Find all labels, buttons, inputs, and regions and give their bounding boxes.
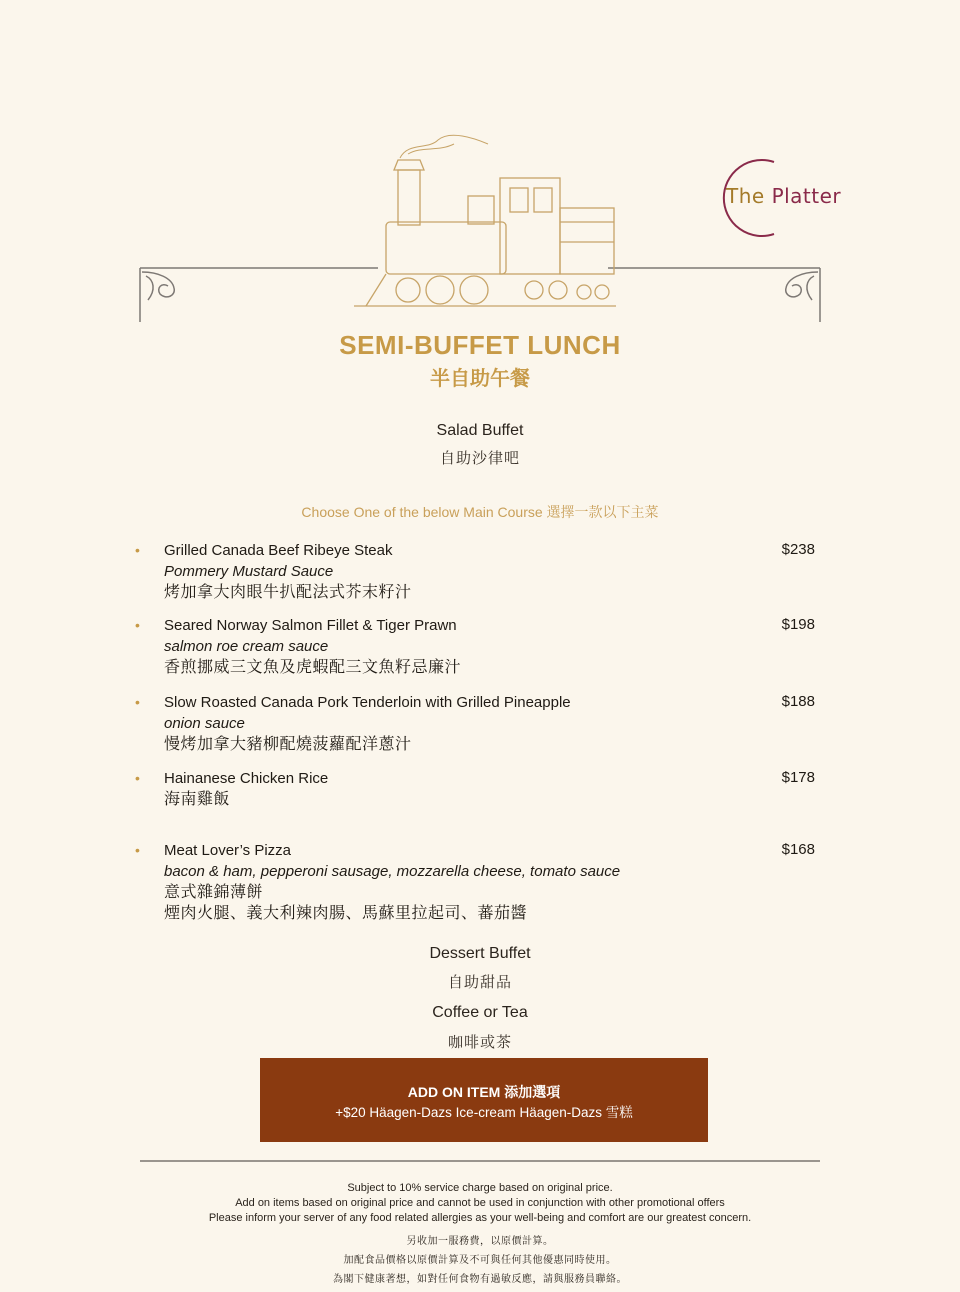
footer-note-zh: 為閣下健康著想，如對任何食物有過敏反應，請與服務員聯絡。 bbox=[333, 1274, 627, 1285]
dessert-buffet-label-zh: 自助甜品 bbox=[447, 974, 512, 991]
coffee-tea-label-zh: 咖啡或茶 bbox=[447, 1034, 512, 1051]
logo-wordmark: The Platter bbox=[726, 184, 842, 208]
item-name: Seared Norway Salmon Fillet & Tiger Prawn bbox=[164, 617, 457, 634]
item-ingredients-zh: 煙肉火腿、義大利辣肉腸、馬蘇里拉起司、蕃茄醬 bbox=[164, 905, 528, 922]
item-description: salmon roe cream sauce bbox=[164, 638, 329, 655]
item-name-zh: 香煎挪威三文魚及虎蝦配三文魚籽忌廉汁 bbox=[164, 659, 462, 676]
item-name-zh: 意式雜錦薄餅 bbox=[164, 884, 264, 901]
footer-note: Add on items based on original price and cannot be used in conjunction with other promotional offers bbox=[235, 1197, 725, 1209]
menu-item bbox=[164, 692, 764, 755]
footer-note: Subject to 10% service charge based on original price. bbox=[347, 1182, 613, 1194]
add-on-heading: ADD ON ITEM 添加選項 bbox=[407, 1084, 561, 1100]
bullet: • bbox=[135, 842, 140, 858]
menu-item bbox=[164, 540, 764, 603]
salad-buffet-label: Salad Buffet bbox=[436, 422, 524, 439]
main-course-instruction: Choose One of the below Main Course 選擇一款以下主菜 bbox=[301, 504, 659, 520]
add-on-banner bbox=[260, 1058, 708, 1142]
item-name: Meat Lover’s Pizza bbox=[164, 842, 292, 859]
item-description: onion sauce bbox=[164, 715, 245, 732]
salad-buffet-label-zh: 自助沙律吧 bbox=[439, 450, 520, 467]
item-name: Hainanese Chicken Rice bbox=[164, 770, 329, 787]
coffee-tea-label: Coffee or Tea bbox=[432, 1004, 528, 1021]
item-name: Slow Roasted Canada Pork Tenderloin with Grilled Pineapple bbox=[164, 694, 571, 711]
item-price: $198 bbox=[781, 616, 815, 633]
item-price: $238 bbox=[781, 541, 815, 558]
item-description: Pommery Mustard Sauce bbox=[164, 563, 334, 580]
bullet: • bbox=[135, 770, 140, 786]
train-illustration bbox=[354, 135, 616, 306]
item-price: $178 bbox=[781, 769, 815, 786]
item-name-zh: 海南雞飯 bbox=[164, 791, 231, 808]
item-name: Grilled Canada Beef Ribeye Steak bbox=[164, 542, 393, 559]
bullet: • bbox=[135, 694, 140, 710]
item-price: $168 bbox=[781, 841, 815, 858]
menu-item bbox=[164, 768, 764, 810]
item-name-zh: 烤加拿大肉眼牛扒配法式芥末籽汁 bbox=[164, 584, 412, 601]
menu-title: SEMI-BUFFET LUNCH bbox=[339, 330, 621, 360]
item-name-zh: 慢烤加拿大豬柳配燒菠蘿配洋蔥汁 bbox=[164, 736, 412, 753]
menu-item bbox=[164, 840, 764, 924]
menu-title-zh: 半自助午餐 bbox=[430, 368, 530, 390]
footer-note-zh: 另收加一服務費，以原價計算。 bbox=[406, 1236, 554, 1247]
footer-divider bbox=[140, 1160, 820, 1162]
bullet: • bbox=[135, 617, 140, 633]
menu-item bbox=[164, 615, 764, 678]
footer-note: Please inform your server of any food related allergies as your well-being and comfort are our greatest concern. bbox=[208, 1212, 752, 1224]
dessert-buffet-label: Dessert Buffet bbox=[429, 945, 531, 962]
add-on-text: +$20 Häagen-Dazs Ice-cream Häagen-Dazs 雪糕 bbox=[335, 1105, 633, 1120]
item-price: $188 bbox=[781, 693, 815, 710]
bullet: • bbox=[135, 542, 140, 558]
footer-note-zh: 加配食品價格以原價計算及不可與任何其他優惠同時使用。 bbox=[343, 1255, 617, 1266]
the-platter-logo bbox=[700, 158, 840, 238]
item-description: bacon & ham, pepperoni sausage, mozzarella cheese, tomato sauce bbox=[164, 863, 621, 880]
